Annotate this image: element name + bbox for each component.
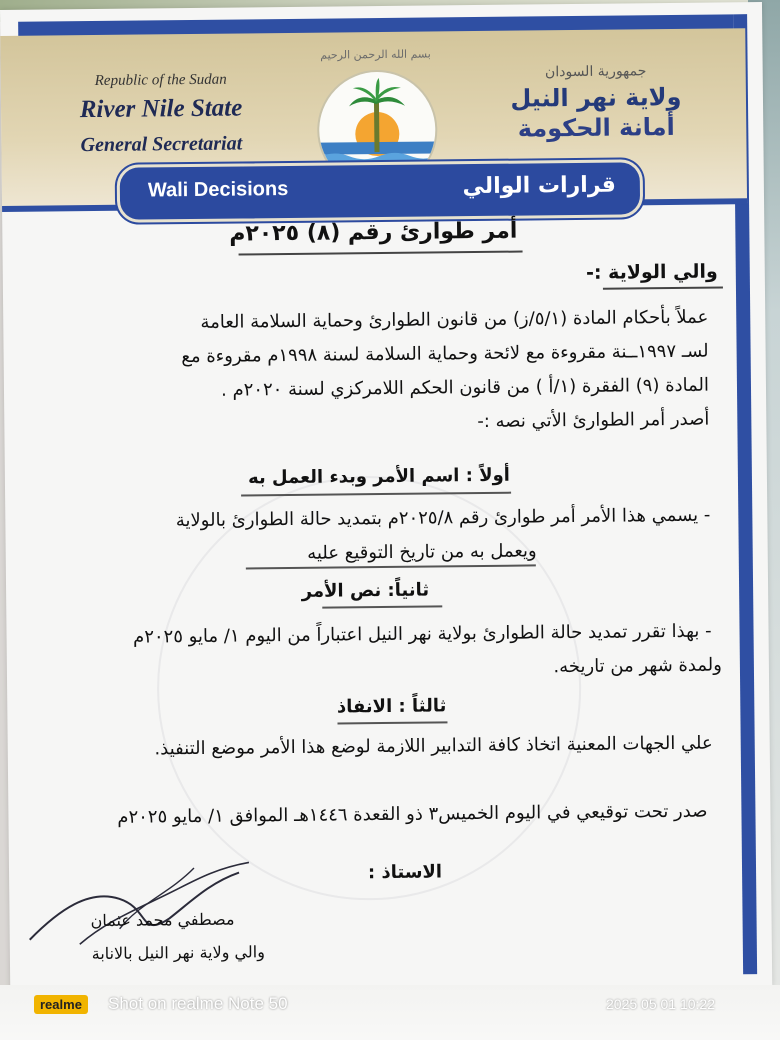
title-underline xyxy=(239,251,523,256)
section3-title: ثالثاً : الانفاذ xyxy=(336,695,447,718)
state-name: River Nile State xyxy=(79,94,243,124)
document-paper xyxy=(0,2,772,995)
banner-english: Wali Decisions xyxy=(147,177,289,202)
signature-heading: الاستاذ : xyxy=(367,861,443,884)
section1-line: ويعمل به من تاريخ التوقيع عليه xyxy=(307,540,537,564)
issued-line: صدر تحت توقيعي في اليوم الخميس٣ ذو القعدة ١٤٤٦هـ الموافق ١/ مايو ٢٠٢٥م xyxy=(117,800,708,828)
section1-text-underline xyxy=(246,564,536,569)
preamble-line: عملاً بأحكام المادة (٥/١/ز) من قانون الطوارئ وحماية السلامة العامة xyxy=(200,306,709,333)
order-title: أمر طوارئ رقم (٨) ٢٠٢٥م xyxy=(229,218,518,247)
section1-title: أولاً : اسم الأمر وبدء العمل به xyxy=(247,464,511,489)
addressee: والي الولاية :- xyxy=(585,260,718,284)
section1-underline xyxy=(241,492,511,497)
photo-datetime: 2025 05 01 10:22 xyxy=(606,996,715,1012)
section2-underline xyxy=(322,605,442,608)
banner-arabic: قرارات الوالي xyxy=(462,172,616,200)
republic-label-ar: جمهورية السودان xyxy=(544,63,647,81)
signer-title: والي ولاية نهر النيل بالانابة xyxy=(91,942,265,964)
camera-watermark xyxy=(34,994,288,1014)
secretariat-name-ar: أمانة الحكومة xyxy=(517,112,675,143)
preamble-line: لسـ ١٩٩٧ــنة مقروءة مع لائحة وحماية السلامة لسنة ١٩٩٨م مقروءة مع xyxy=(181,340,709,368)
shot-on-text: Shot on realme Note 50 xyxy=(108,994,288,1013)
section2-line: - بهذا تقرر تمديد حالة الطوارئ بولاية نهر النيل اعتباراً من اليوم ١/ مايو ٢٠٢٥م xyxy=(133,620,712,648)
section3-underline xyxy=(337,721,447,724)
signer-name: مصطفي محمد عثمان xyxy=(90,909,235,931)
document-body xyxy=(0,2,755,995)
preamble-line: المادة (٩) الفقرة (١/أ ) من قانون الحكم اللامركزي لسنة ٢٠٢٠م . xyxy=(221,374,710,401)
realme-badge: realme xyxy=(34,995,88,1014)
state-name-ar: ولاية نهر النيل xyxy=(510,82,682,113)
section2-title: ثانياً: نص الأمر xyxy=(301,579,430,602)
basmala: بسم الله الرحمن الرحيم xyxy=(320,47,431,62)
preamble-line: أصدر أمر الطوارئ الأتي نصه :- xyxy=(477,408,710,433)
section2-line: ولمدة شهر من تاريخه. xyxy=(553,654,723,678)
secretariat-name: General Secretariat xyxy=(80,132,243,157)
republic-label: Republic of the Sudan xyxy=(94,71,227,90)
section3-line: علي الجهات المعنية اتخاذ كافة التدابير اللازمة لوضع هذا الأمر موضع التنفيذ. xyxy=(154,732,713,760)
addressee-underline xyxy=(603,286,723,289)
section1-line: - يسمي هذا الأمر أمر طوارئ رقم ٢٠٢٥/٨م بتمديد حالة الطوارئ بالولاية xyxy=(175,504,711,532)
